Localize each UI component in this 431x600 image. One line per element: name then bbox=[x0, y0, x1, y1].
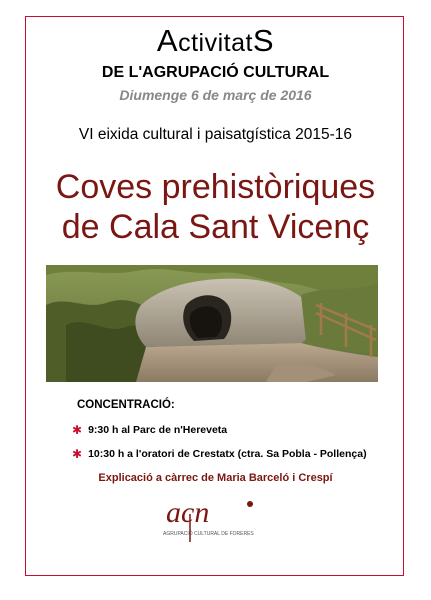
title-middle: ctivitat bbox=[178, 29, 253, 57]
edition-line: VI eixida cultural i paisatgística 2015-16 bbox=[78, 126, 353, 143]
title-initial: A bbox=[156, 23, 179, 58]
poster-title bbox=[0, 23, 431, 59]
organization-subtitle: DE L'AGRUPACIÓ CULTURAL bbox=[101, 64, 330, 81]
star-bullet-icon: ✱ bbox=[72, 423, 83, 437]
star-bullet-icon: ✱ bbox=[72, 447, 83, 461]
logo-tagline: AGRUPACIÓ CULTURAL DE FORERES bbox=[163, 531, 254, 537]
meeting-item bbox=[72, 447, 367, 461]
event-date: Diumenge 6 de març de 2016 bbox=[119, 87, 312, 103]
headline-line-2: de Cala Sant Vicenç bbox=[61, 208, 370, 246]
cave-photo bbox=[46, 265, 378, 382]
logo-mark: acn bbox=[166, 496, 210, 529]
meeting-item-text: 9:30 h al Parc de n'Hereveta bbox=[88, 424, 228, 436]
headline-line-1: Coves prehistòriques bbox=[55, 168, 376, 206]
title-final: S bbox=[252, 23, 275, 58]
meeting-item-text: 10:30 h a l'oratori de Crestatx (ctra. Sa Pobla - Pollença) bbox=[88, 448, 367, 460]
organization-logo bbox=[160, 494, 280, 544]
meeting-label: CONCENTRACIÓ: bbox=[77, 399, 175, 411]
meeting-item bbox=[72, 423, 227, 437]
guide-note: Explicació a càrrec de Maria Barceló i Crespí bbox=[98, 472, 333, 484]
